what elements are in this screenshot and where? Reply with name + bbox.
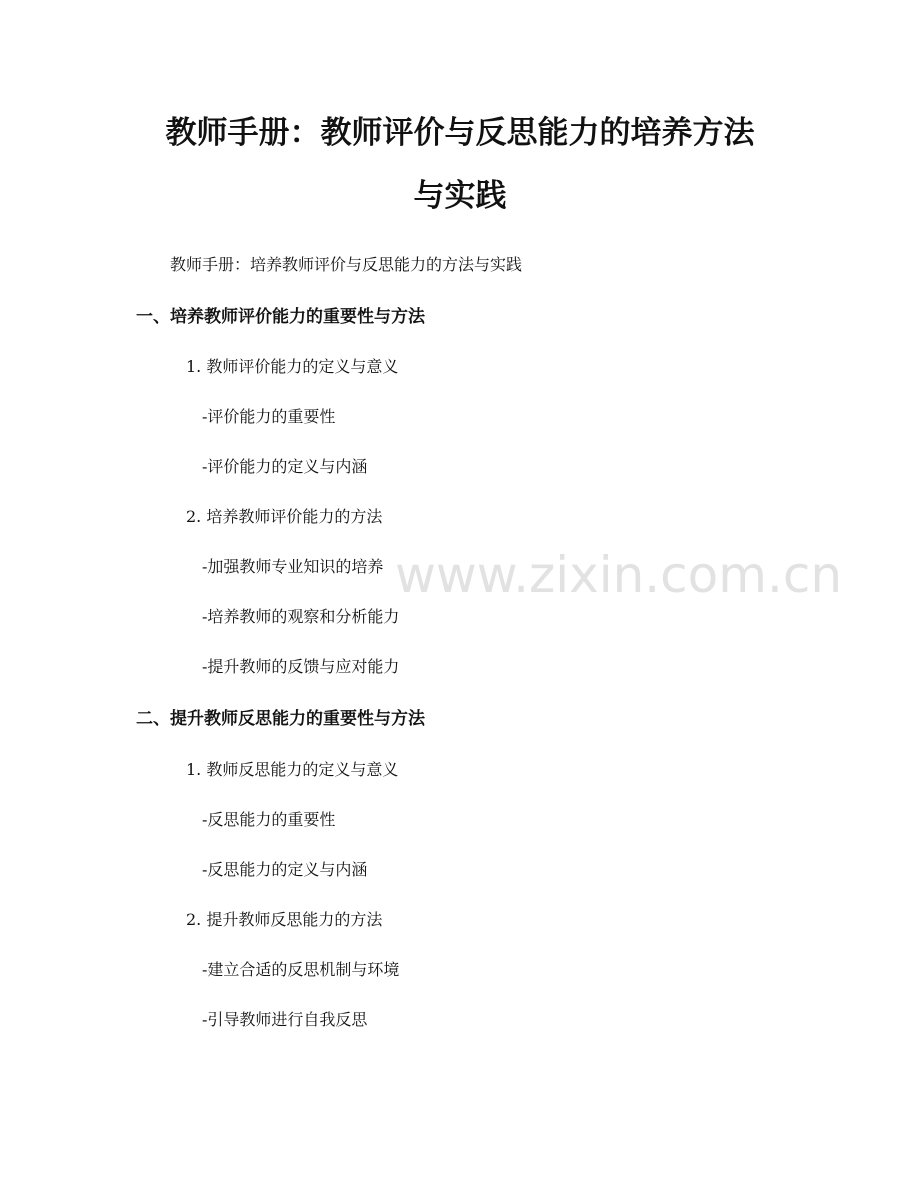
sub-item: -建立合适的反思机制与环境 — [202, 960, 400, 979]
list-item-2-1: 1. 教师反思能力的定义与意义 — [186, 760, 399, 779]
sub-item: -评价能力的定义与内涵 — [202, 457, 368, 476]
list-item-1-1: 1. 教师评价能力的定义与意义 — [186, 357, 399, 376]
watermark: www.zixin.com.cn — [395, 546, 843, 604]
sub-item: -提升教师的反馈与应对能力 — [202, 657, 400, 676]
sub-item: -培养教师的观察和分析能力 — [202, 607, 400, 626]
sub-item: -反思能力的定义与内涵 — [202, 860, 368, 879]
sub-item: -加强教师专业知识的培养 — [202, 557, 384, 576]
list-item-1-2: 2. 培养教师评价能力的方法 — [186, 507, 383, 526]
document-title-line-2: 与实践 — [413, 178, 507, 214]
document-subtitle: 教师手册：培养教师评价与反思能力的方法与实践 — [170, 255, 523, 274]
section-heading-2: 二、提升教师反思能力的重要性与方法 — [136, 709, 425, 729]
sub-item: -引导教师进行自我反思 — [202, 1010, 368, 1029]
document-title-line-1: 教师手册：教师评价与反思能力的培养方法 — [165, 115, 755, 151]
sub-item: -评价能力的重要性 — [202, 407, 336, 426]
list-item-2-2: 2. 提升教师反思能力的方法 — [186, 910, 383, 929]
section-heading-1: 一、培养教师评价能力的重要性与方法 — [136, 307, 425, 327]
sub-item: -反思能力的重要性 — [202, 810, 336, 829]
